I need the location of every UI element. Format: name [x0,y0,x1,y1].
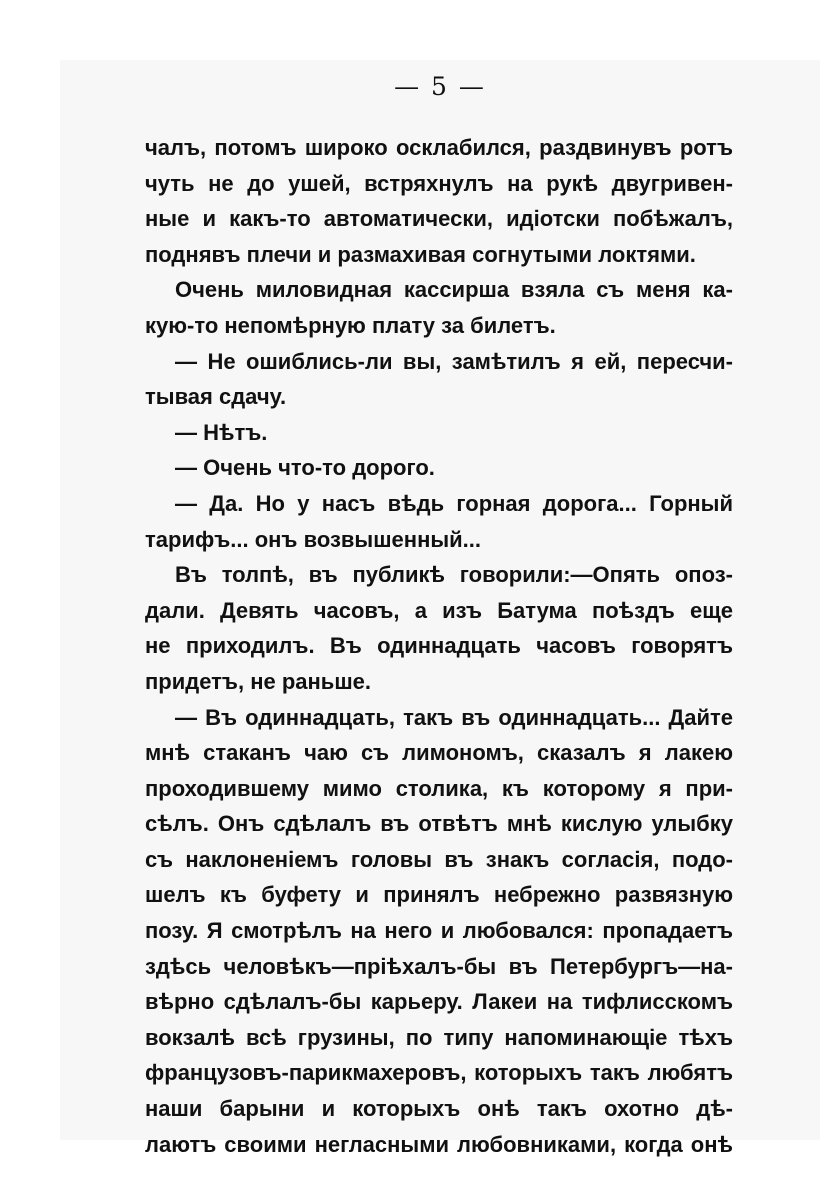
text-line: наши барыни и которыхъ онѣ такъ охотно дѣ- [145,1096,733,1122]
body-text [145,130,733,1162]
text-line: шелъ къ буфету и принялъ небрежно развязную [145,882,733,908]
text-line: — Не ошиблись-ли вы, замѣтилъ я ей, пересчи- [175,348,733,374]
text-line: придетъ, не раньше. [145,668,372,694]
text-line: вѣрно сдѣлалъ-бы карьеру. Лакеи на тифлисскомъ [145,989,733,1015]
page-number: — 5 — [394,72,486,101]
text-line: поднявъ плечи и размахивая согнутыми локтями. [145,241,696,267]
text-line: чуть не до ушей, встряхнулъ на рукѣ двугривен- [145,170,733,196]
text-line: здѣсь человѣкъ—пріѣхалъ-бы въ Петербургъ—на- [145,953,733,979]
text-line: вокзалѣ всѣ грузины, по типу напоминающіе тѣхъ [145,1024,733,1050]
text-line: — Да. Но у насъ вѣдь горная дорога... Горный [175,490,733,516]
text-line: кую-то непомѣрную плату за билетъ. [145,312,556,338]
text-line: — Очень что-то дорого. [175,455,435,481]
text-line: тарифъ... онъ возвышенный... [145,526,482,552]
text-line: мнѣ стаканъ чаю съ лимономъ, сказалъ я лакею [145,740,733,766]
text-line: дали. Девять часовъ, а изъ Батума поѣздъ еще [145,597,733,623]
text-line: — Нѣтъ. [175,419,268,445]
text-line: — Въ одиннадцать, такъ въ одиннадцать... Дайте [175,704,733,730]
text-line: лаютъ своими негласными любовниками, когда онѣ [145,1131,733,1157]
text-line: Очень миловидная кассирша взяла съ меня ка- [175,277,733,303]
text-line: сѣлъ. Онъ сдѣлалъ въ отвѣтъ мнѣ кислую улыбку [145,811,733,837]
text-line: ные и какъ-то автоматически, идіотски побѣжалъ, [145,206,733,232]
text-line: не приходилъ. Въ одиннадцать часовъ говорятъ [145,633,733,659]
text-line: тывая сдачу. [145,384,287,410]
text-line: съ наклоненіемъ головы въ знакъ согласія, подо- [145,846,733,872]
text-line: чалъ, потомъ широко осклабился, раздвинувъ ротъ [145,135,733,160]
text-line: Въ толпѣ, въ публикѣ говорили:—Опять опоз- [175,562,733,588]
text-line: французовъ-парикмахеровъ, которыхъ такъ любятъ [145,1060,733,1086]
text-line: проходившему мимо столика, къ которому я при- [145,775,733,801]
text-line: позу. Я смотрѣлъ на него и любовался: пропадаетъ [145,918,733,944]
